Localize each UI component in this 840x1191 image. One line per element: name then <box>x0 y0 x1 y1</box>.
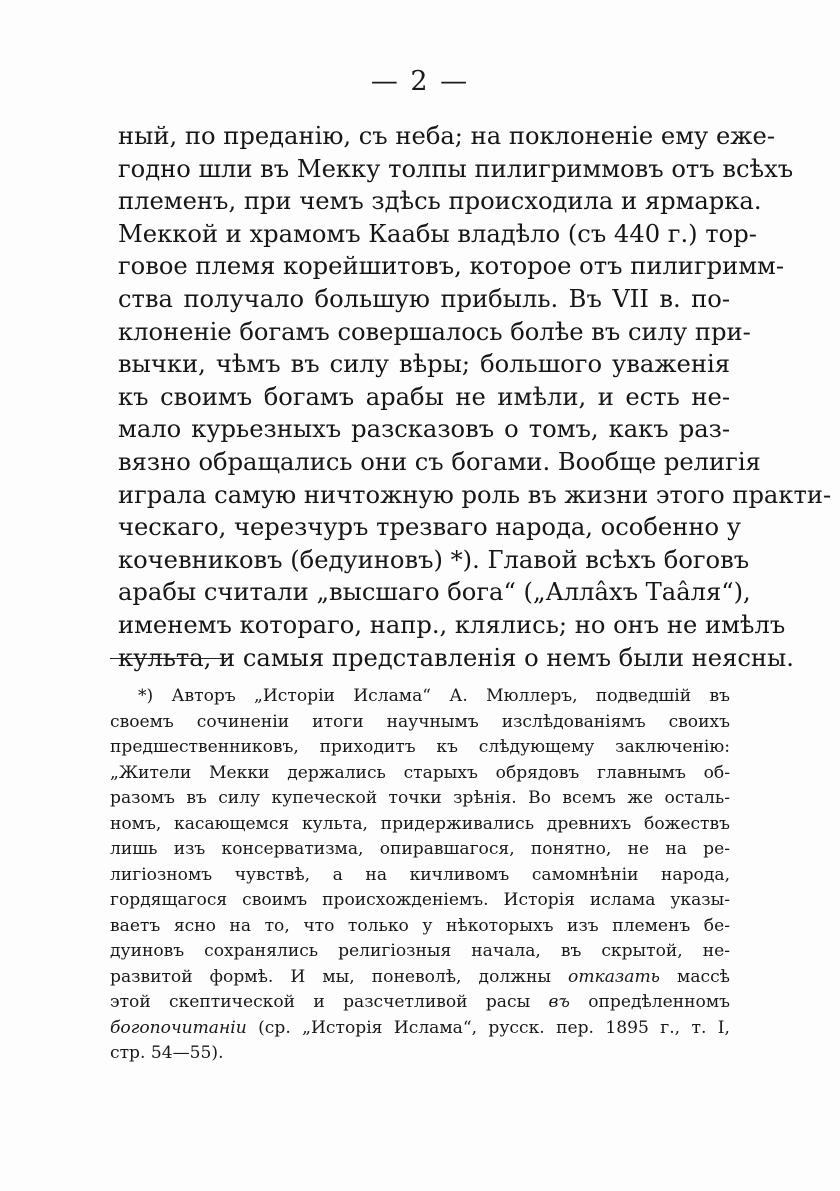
text-line: ческаго, черезчуръ трезваго народа, особенно у <box>118 513 741 542</box>
text-line: говое племя корейшитовъ, которое отъ пилигримм- <box>118 252 785 281</box>
footnote-line-text: развитой формѣ. И мы, поневолѣ, должны <box>110 966 551 987</box>
footnote-line <box>110 1016 730 1042</box>
emphasis-word: въ <box>548 992 570 1012</box>
footnote-line: лигіозномъ чувствѣ, а на кичливомъ самомнѣніи народа, <box>110 864 730 885</box>
text-line: къ своимъ богамъ арабы не имѣли, и есть не- <box>118 382 730 411</box>
emphasis-word: богопочитаніи <box>110 1017 247 1038</box>
text-line: ный, по преданію, съ неба; на поклоненіе ему ежe- <box>118 122 775 150</box>
footnote-line: *) Авторъ „Исторіи Ислама“ А. Мюллеръ, подведшій въ <box>138 686 730 706</box>
text-line: играла самую ничтожную роль въ жизни этого практи- <box>118 480 832 509</box>
footnote-line: гордящагося своимъ происхожденіемъ. Исторія ислама указы- <box>110 890 730 910</box>
footnote-line-text: (ср. „Исторія Ислама“, русск. пер. 1895 г., т. I, <box>258 1017 730 1038</box>
footnote-line: предшественниковъ, приходитъ къ слѣдующему заключенію: <box>110 737 730 757</box>
text-line: культа, и самыя представленія о немъ были неясны. <box>118 643 794 672</box>
footnote-line-text: этой скептической и разсчетливой расы <box>110 992 531 1012</box>
emphasis-word: отказать <box>568 966 660 987</box>
text-line: годно шли въ Мекку толпы пилигриммовъ отъ всѣхъ <box>118 154 794 183</box>
footnote-line: „Жители Мекки держались старыхъ обрядовъ главнымъ об- <box>110 762 730 783</box>
footnote-line: ваетъ ясно на то, что только у нѣкоторыхъ изъ племенъ бе- <box>110 915 730 936</box>
footnote-line-text: массѣ <box>677 966 730 987</box>
text-line: вязно обращались они съ богами. Вообще религія <box>118 447 761 476</box>
text-line: вычки, чѣмъ въ силу вѣры; большого уваженія <box>118 350 730 379</box>
text-line: арабы считали „высшаго бога“ („Аллâхъ Таâля“), <box>118 578 751 607</box>
footnote-line: номъ, касающемся культа, придерживались древнихъ божествъ <box>110 813 730 834</box>
main-text <box>118 120 832 674</box>
footnote-line <box>110 965 730 991</box>
text-line: ства получало большую прибыль. Въ VII в. по- <box>118 284 730 313</box>
footnote-divider <box>110 658 228 659</box>
footnote-line: лишь изъ консерватизма, опиравшагося, понятно, не на ре- <box>110 839 730 859</box>
footnote-line: разомъ въ силу купеческой точки зрѣнія. Во всемъ же осталь- <box>110 788 730 808</box>
text-line: Меккой и храмомъ Каабы владѣло (съ 440 г.) тор- <box>118 219 757 248</box>
footnote <box>110 684 730 1067</box>
footnote-line: своемъ сочиненіи итоги научнымъ изслѣдованіямъ своихъ <box>110 711 730 732</box>
footnote-line: стр. 54—55). <box>110 1043 224 1063</box>
text-line: племенъ, при чемъ здѣсь происходила и ярмарка. <box>118 187 762 216</box>
footnote-line: дуиновъ сохранялись религіозныя начала, въ скрытой, не- <box>110 941 730 961</box>
text-line: клоненіе богамъ совершалось болѣе въ силу при- <box>118 317 751 346</box>
page-number: — 2 — <box>370 66 470 97</box>
text-line: мало курьезныхъ разсказовъ о томъ, какъ раз- <box>118 415 730 444</box>
text-line: кочевниковъ (бедуиновъ) *). Главой всѣхъ боговъ <box>118 545 750 574</box>
text-line: именемъ котораго, напр., клялись; но онъ не имѣлъ <box>118 610 786 639</box>
footnote-line-text: опредѣленномъ <box>588 992 731 1012</box>
footnote-line <box>110 990 730 1016</box>
